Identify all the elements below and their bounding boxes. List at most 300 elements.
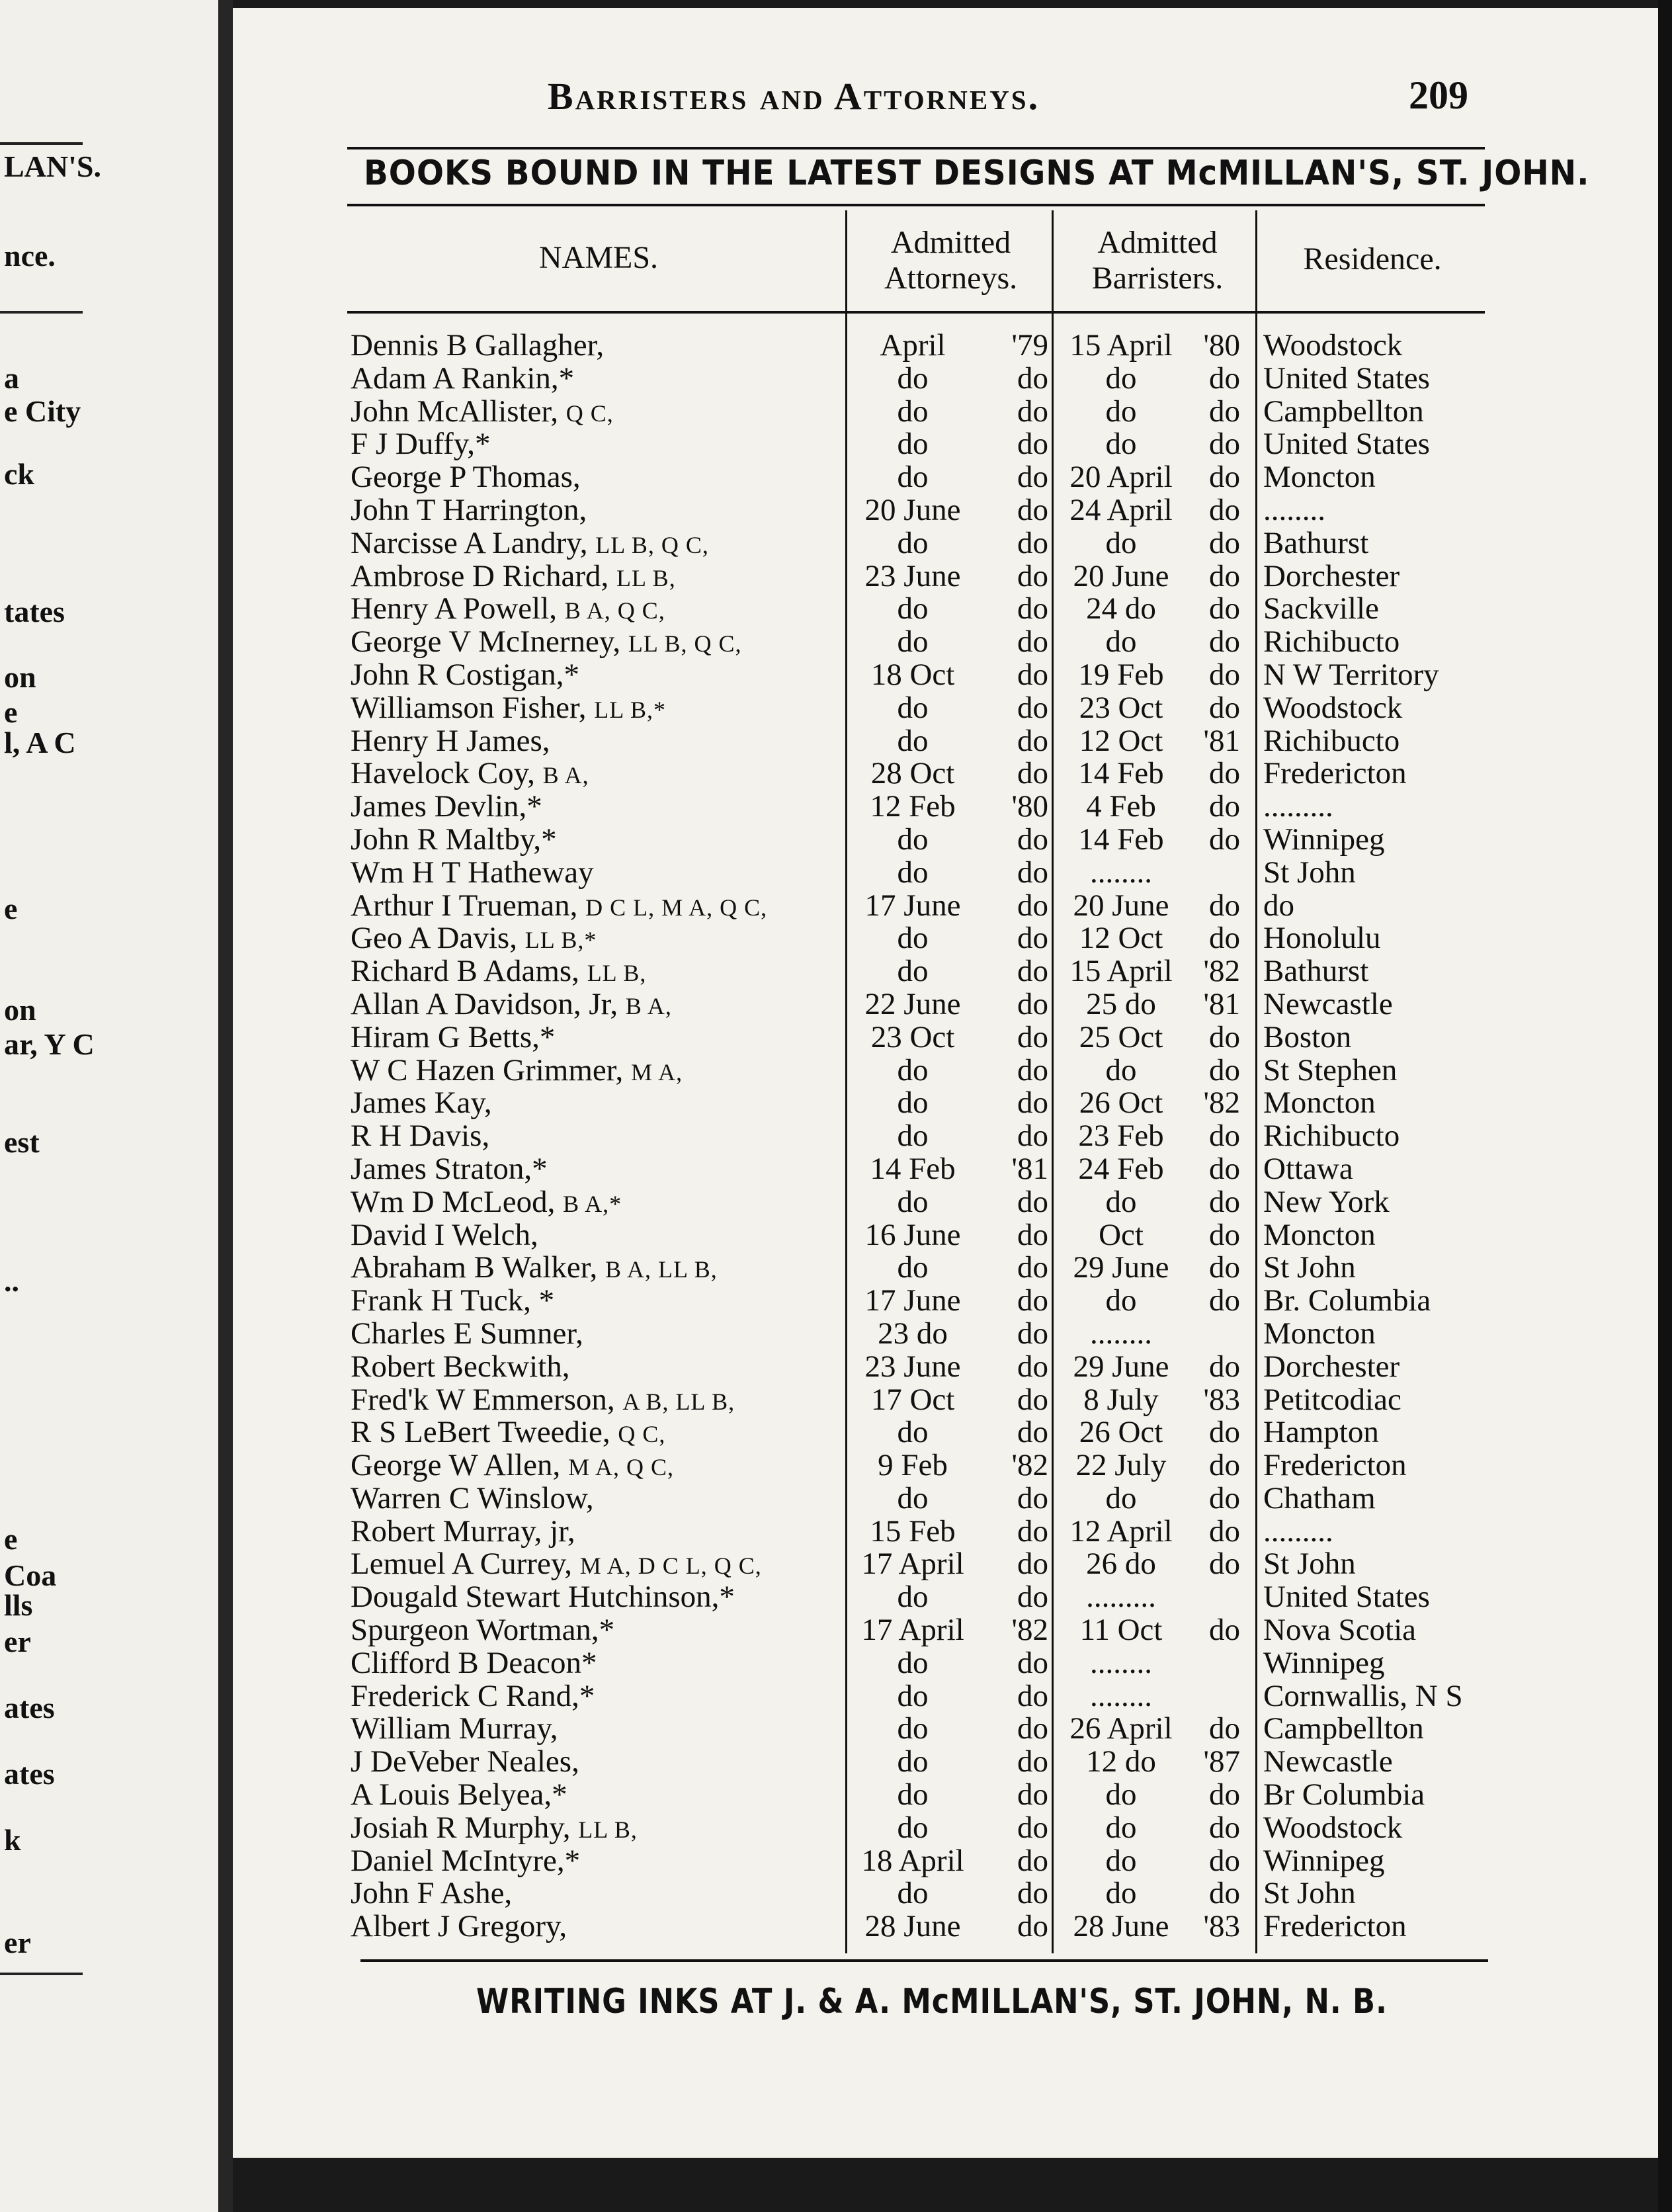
residence: Woodstock [1263, 1810, 1403, 1845]
barrister-date: 20 June [1073, 888, 1169, 923]
barrister-date: 19 Feb [1078, 657, 1164, 692]
name-cell [351, 1646, 597, 1680]
name-cell [351, 1185, 622, 1220]
residence: Richibucto [1263, 624, 1400, 659]
table-row [351, 1383, 1495, 1416]
table-row [351, 1745, 1495, 1778]
table-row [351, 625, 1495, 658]
attorney-date: do [897, 1876, 929, 1911]
barrister-year: '87 [1203, 1744, 1240, 1779]
name-cell [351, 955, 646, 990]
attorney-date: do [897, 525, 929, 560]
barrister-date: 12 Oct [1079, 723, 1163, 758]
barrister-year: do [1209, 1184, 1240, 1219]
attorney-date: 17 June [864, 888, 961, 923]
table-row [351, 1482, 1495, 1515]
residence: Boston [1263, 1019, 1352, 1054]
person-name: A Louis Belyea,* [351, 1777, 567, 1812]
barrister-year: do [1209, 1513, 1240, 1549]
barrister-date: 14 Feb [1078, 822, 1164, 857]
name-cell [351, 691, 666, 726]
prev-fragment: lls [4, 1588, 33, 1622]
name-cell [351, 395, 614, 430]
prev-fragment: l, A C [4, 726, 76, 759]
person-name: Narcisse A Landry, [351, 525, 588, 560]
prev-rule-top [0, 142, 83, 145]
attorney-year: do [1017, 591, 1048, 626]
name-cell [351, 1086, 492, 1119]
residence-label: Residence. [1303, 241, 1442, 276]
prev-fragment: on [4, 993, 36, 1027]
advertisement-top: BOOKS BOUND IN THE LATEST DESIGNS AT McMILLAN'S, ST. JOHN. [364, 153, 1590, 193]
residence: Newcastle [1263, 986, 1393, 1021]
residence: Campbellton [1263, 1711, 1424, 1746]
barrister-year: '82 [1203, 954, 1240, 989]
table-row [351, 427, 1495, 460]
name-cell [351, 1910, 567, 1943]
barrister-date: ........ [1090, 855, 1152, 890]
qualifications: B A, Q C, [564, 597, 665, 624]
name-cell [351, 1811, 638, 1846]
residence: St John [1263, 1547, 1356, 1582]
name-cell [351, 1416, 665, 1451]
table-row [351, 955, 1495, 988]
barrister-year: do [1209, 525, 1240, 560]
name-cell [351, 1317, 583, 1350]
person-name: Lemuel A Currey, [351, 1547, 573, 1582]
barrister-year: do [1209, 1448, 1240, 1483]
person-name: Warren C Winslow, [351, 1480, 594, 1515]
rule-under-headers [347, 311, 1485, 314]
names-label: NAMES. [538, 240, 659, 275]
table-row [351, 1086, 1495, 1119]
table-row [351, 724, 1495, 757]
prev-rule-mid [0, 311, 83, 314]
table-row [351, 493, 1495, 527]
barrister-year: do [1209, 427, 1240, 462]
qualifications: LL B, [616, 564, 676, 591]
table-row [351, 1251, 1495, 1284]
person-name: R S LeBert Tweedie, [351, 1415, 610, 1450]
barrister-date: 26 Oct [1079, 1085, 1163, 1121]
attorney-year: do [1017, 1547, 1048, 1582]
attorney-date: do [897, 1744, 929, 1779]
name-cell [351, 1284, 554, 1317]
attorney-year: do [1017, 1909, 1048, 1944]
barrister-date: 26 Oct [1079, 1415, 1163, 1450]
attorney-year: do [1017, 1843, 1048, 1878]
person-name: Havelock Coy, [351, 756, 535, 791]
name-cell [351, 1251, 718, 1286]
attorney-year: do [1017, 1052, 1048, 1087]
barrister-date: ........ [1090, 1316, 1152, 1351]
attorney-date: 17 June [864, 1283, 961, 1318]
prev-fragment: e [4, 892, 18, 925]
barrister-year: do [1209, 1613, 1240, 1648]
residence: New York [1263, 1184, 1390, 1219]
attorney-date: do [897, 855, 929, 890]
table-row [351, 1185, 1495, 1218]
person-name: Adam A Rankin,* [351, 361, 575, 396]
attorney-year: do [1017, 1085, 1048, 1121]
table-row [351, 329, 1495, 362]
table-row [351, 592, 1495, 625]
person-name: Wm H T Hatheway [351, 855, 594, 890]
attorney-date: 17 Oct [870, 1382, 955, 1417]
residence: Woodstock [1263, 690, 1403, 725]
barrister-date: 25 do [1086, 986, 1156, 1021]
name-cell [351, 362, 574, 395]
qualifications: Q C, [565, 400, 614, 427]
residence: St John [1263, 855, 1356, 890]
name-cell [351, 790, 542, 823]
attorney-year: '82 [1011, 1613, 1048, 1648]
person-name: James Kay, [351, 1085, 492, 1121]
attorney-date: do [897, 361, 929, 396]
attorney-year: do [1017, 986, 1048, 1021]
attorney-year: do [1017, 1744, 1048, 1779]
barrister-date: Oct [1099, 1217, 1144, 1252]
name-cell [351, 493, 587, 527]
attorney-date: do [897, 1580, 929, 1615]
barrister-year: do [1209, 690, 1240, 725]
advertisement-bottom: WRITING INKS AT J. & A. McMILLAN'S, ST. JOHN, N. B. [476, 1982, 1388, 2021]
attorney-year: do [1017, 1184, 1048, 1219]
barrister-date: do [1105, 1184, 1137, 1219]
barrister-date: do [1105, 624, 1137, 659]
table-row [351, 1021, 1495, 1054]
person-name: Henry H James, [351, 723, 550, 758]
table-row [351, 1350, 1495, 1383]
barristers-label-1: Admitted [1097, 225, 1218, 260]
barrister-year: do [1209, 1480, 1240, 1515]
person-name: Hiram G Betts,* [351, 1019, 556, 1054]
name-cell [351, 1152, 548, 1185]
attorney-date: do [897, 1415, 929, 1450]
residence: St John [1263, 1876, 1356, 1911]
attorney-date: do [897, 1480, 929, 1515]
barrister-year: do [1209, 591, 1240, 626]
attorney-year: do [1017, 624, 1048, 659]
attorney-date: do [897, 427, 929, 462]
barrister-date: 15 April [1069, 954, 1173, 989]
barrister-year: do [1209, 1547, 1240, 1582]
attorney-year: do [1017, 1250, 1048, 1285]
person-name: Abraham B Walker, [351, 1250, 598, 1285]
prev-fragment: e [4, 1522, 18, 1556]
barrister-date: do [1105, 1480, 1137, 1515]
person-name: Clifford B Deacon* [351, 1645, 597, 1680]
barrister-date: 12 do [1086, 1744, 1156, 1779]
column-header-barristers [1058, 225, 1257, 296]
barrister-date: do [1105, 1876, 1137, 1911]
attorney-year: do [1017, 1415, 1048, 1450]
name-cell [351, 427, 491, 460]
table-row [351, 1712, 1495, 1745]
attorney-year: do [1017, 1480, 1048, 1515]
name-cell [351, 1119, 489, 1152]
barrister-year: do [1209, 1052, 1240, 1087]
column-header-attorneys [850, 225, 1052, 296]
barrister-date: 12 Oct [1079, 921, 1163, 956]
attorney-year: do [1017, 1513, 1048, 1549]
residence: Nova Scotia [1263, 1613, 1417, 1648]
barristers-label-2: Barristers. [1091, 261, 1224, 296]
attorney-year: do [1017, 558, 1048, 593]
table-row [351, 921, 1495, 955]
person-name: Daniel McIntyre,* [351, 1843, 581, 1878]
prev-fragment: ates [4, 1691, 55, 1724]
barrister-date: do [1105, 525, 1137, 560]
attorney-year: do [1017, 888, 1048, 923]
attorney-date: do [897, 624, 929, 659]
barrister-year: do [1209, 460, 1240, 495]
name-cell [351, 1482, 594, 1515]
prev-fragment: ar, Y C [4, 1027, 95, 1061]
table-row [351, 1054, 1495, 1087]
qualifications: LL B, [587, 960, 647, 987]
name-cell [351, 658, 579, 691]
table-row [351, 1416, 1495, 1449]
qualifications: Q C, [618, 1421, 666, 1448]
barrister-date: 24 April [1069, 492, 1173, 527]
residence: Br Columbia [1263, 1777, 1425, 1812]
residence: Winnipeg [1263, 1645, 1385, 1680]
person-name: Spurgeon Wortman,* [351, 1613, 615, 1648]
barrister-year: do [1209, 921, 1240, 956]
qualifications: A B, LL B, [622, 1388, 735, 1415]
rule-under-ad [347, 204, 1485, 206]
attorney-year: do [1017, 954, 1048, 989]
attorney-date: 22 June [864, 986, 961, 1021]
prev-fragment: est [4, 1125, 40, 1159]
table-row [351, 1613, 1495, 1646]
barristers-table [351, 329, 1495, 1943]
barrister-year: do [1209, 1151, 1240, 1186]
name-cell [351, 1580, 735, 1613]
barrister-year: do [1209, 1810, 1240, 1845]
prev-fragment: ck [4, 457, 34, 491]
table-row [351, 1317, 1495, 1350]
attorney-date: April [880, 328, 946, 362]
table-row [351, 658, 1495, 691]
residence: Honolulu [1263, 921, 1381, 956]
attorney-date: do [897, 591, 929, 626]
person-name: Fred'k W Emmerson, [351, 1382, 615, 1417]
barrister-date: 12 April [1069, 1513, 1173, 1549]
name-cell [351, 625, 742, 660]
barrister-date: 15 April [1069, 328, 1173, 362]
barrister-date: do [1105, 1283, 1137, 1318]
person-name: John R Costigan,* [351, 657, 580, 692]
person-name: Geo A Davis, [351, 921, 517, 956]
person-name: John F Ashe, [351, 1876, 513, 1911]
barrister-date: do [1105, 394, 1137, 429]
attorney-year: do [1017, 361, 1048, 396]
attorney-date: 20 June [864, 492, 961, 527]
residence: N W Territory [1263, 657, 1439, 692]
attorney-year: do [1017, 525, 1048, 560]
attorney-date: 14 Feb [870, 1151, 956, 1186]
name-cell [351, 1613, 614, 1646]
barrister-year: do [1209, 492, 1240, 527]
attorney-year: do [1017, 427, 1048, 462]
qualifications: B A, LL B, [605, 1256, 718, 1283]
prev-rule-bottom [0, 1973, 83, 1975]
table-row [351, 691, 1495, 724]
person-name: Charles E Sumner, [351, 1316, 583, 1351]
residence: Newcastle [1263, 1744, 1393, 1779]
residence: Sackville [1263, 591, 1379, 626]
prev-fragment: er [4, 1625, 31, 1658]
barrister-date: do [1105, 361, 1137, 396]
attorney-year: do [1017, 1876, 1048, 1911]
attorney-year: do [1017, 855, 1048, 890]
table-row [351, 1580, 1495, 1613]
barrister-year: do [1209, 1349, 1240, 1384]
prev-fragment: er [4, 1926, 31, 1959]
barrister-date: 23 Oct [1079, 690, 1163, 725]
residence: Br. Columbia [1263, 1283, 1431, 1318]
attorney-date: do [897, 921, 929, 956]
attorney-year: '82 [1011, 1448, 1048, 1483]
barrister-date: 29 June [1073, 1250, 1169, 1285]
barrister-year: do [1209, 394, 1240, 429]
attorney-date: do [897, 1645, 929, 1680]
residence: Moncton [1263, 460, 1376, 495]
attorney-date: do [897, 1711, 929, 1746]
table-row [351, 1811, 1495, 1844]
name-cell [351, 1515, 575, 1548]
person-name: Allan A Davidson, Jr, [351, 986, 618, 1021]
attorneys-label-1: Admitted [890, 225, 1011, 260]
person-name: Henry A Powell, [351, 591, 558, 626]
table-row [351, 790, 1495, 823]
barrister-date: 20 June [1073, 558, 1169, 593]
prev-fragment: ates [4, 1757, 55, 1791]
attorney-date: do [897, 1678, 929, 1713]
attorney-date: do [897, 1052, 929, 1087]
barrister-year: do [1209, 1250, 1240, 1285]
attorney-year: do [1017, 1217, 1048, 1252]
barrister-date: ........ [1090, 1678, 1152, 1713]
prev-fragment: Coa [4, 1558, 57, 1592]
name-cell [351, 1021, 555, 1054]
barrister-date: 11 Oct [1079, 1613, 1163, 1648]
table-row [351, 1284, 1495, 1317]
attorney-year: do [1017, 1810, 1048, 1845]
table-row [351, 1547, 1495, 1580]
attorney-date: do [897, 1777, 929, 1812]
barrister-year: do [1209, 1711, 1240, 1746]
attorney-date: do [897, 690, 929, 725]
barrister-year: '83 [1203, 1382, 1240, 1417]
table-row [351, 1152, 1495, 1185]
prev-fragment: e City [4, 394, 81, 428]
person-name: Robert Murray, jr, [351, 1513, 575, 1549]
table-row [351, 362, 1495, 395]
barrister-date: do [1105, 1810, 1137, 1845]
attorney-year: do [1017, 690, 1048, 725]
barrister-date: 26 April [1069, 1711, 1173, 1746]
attorney-date: 28 Oct [870, 756, 955, 791]
table-row [351, 527, 1495, 560]
name-cell [351, 1383, 735, 1418]
book-gutter [218, 0, 233, 2212]
attorney-year: do [1017, 1349, 1048, 1384]
barrister-date: 22 July [1075, 1448, 1167, 1483]
name-cell [351, 757, 589, 792]
name-cell [351, 1449, 674, 1484]
table-row [351, 856, 1495, 889]
residence: Campbellton [1263, 394, 1424, 429]
residence: St Stephen [1263, 1052, 1398, 1087]
attorney-year: do [1017, 1678, 1048, 1713]
qualifications: M A, [631, 1058, 683, 1085]
name-cell [351, 1547, 762, 1582]
table-row [351, 1680, 1495, 1713]
attorney-year: do [1017, 1580, 1048, 1615]
table-row [351, 1844, 1495, 1877]
barrister-year: '81 [1203, 723, 1240, 758]
barrister-date: ........ [1090, 1645, 1152, 1680]
attorney-date: do [897, 1085, 929, 1121]
attorney-year: do [1017, 492, 1048, 527]
attorney-year: do [1017, 1316, 1048, 1351]
table-row [351, 1910, 1495, 1943]
person-name: John McAllister, [351, 394, 559, 429]
attorney-date: 23 do [878, 1316, 948, 1351]
name-cell [351, 889, 767, 924]
person-name: Richard B Adams, [351, 954, 579, 989]
residence: Bathurst [1263, 525, 1369, 560]
barrister-year: do [1209, 888, 1240, 923]
prev-fragment: LAN'S. [4, 149, 101, 183]
page-number: 209 [1409, 73, 1468, 117]
residence: Dorchester [1263, 558, 1400, 593]
residence: do [1263, 888, 1294, 923]
person-name: John R Maltby,* [351, 822, 557, 857]
barrister-date: do [1105, 1052, 1137, 1087]
attorney-date: do [897, 394, 929, 429]
prev-fragment: on [4, 660, 36, 694]
prev-fragment: nce. [4, 239, 56, 273]
table-row [351, 1449, 1495, 1482]
attorney-date: 18 Oct [870, 657, 955, 692]
attorney-year: '81 [1011, 1151, 1048, 1186]
running-title: Barristers and Attorneys. [547, 75, 1040, 118]
person-name: Williamson Fisher, [351, 690, 587, 725]
name-cell [351, 724, 550, 757]
table-row [351, 757, 1495, 790]
barrister-year: '80 [1203, 328, 1240, 362]
residence: ......... [1263, 789, 1333, 824]
barrister-date: 24 do [1086, 591, 1156, 626]
barrister-date: ......... [1086, 1580, 1156, 1615]
person-name: David I Welch, [351, 1217, 538, 1252]
name-cell [351, 1745, 579, 1778]
name-cell [351, 329, 604, 362]
residence: Fredericton [1263, 1448, 1407, 1483]
name-cell [351, 823, 557, 856]
residence: Moncton [1263, 1217, 1376, 1252]
residence: Chatham [1263, 1480, 1376, 1515]
attorney-year: do [1017, 723, 1048, 758]
person-name: James Straton,* [351, 1151, 548, 1186]
residence: St John [1263, 1250, 1356, 1285]
attorney-date: 23 Oct [870, 1019, 955, 1054]
barrister-year: do [1209, 822, 1240, 857]
